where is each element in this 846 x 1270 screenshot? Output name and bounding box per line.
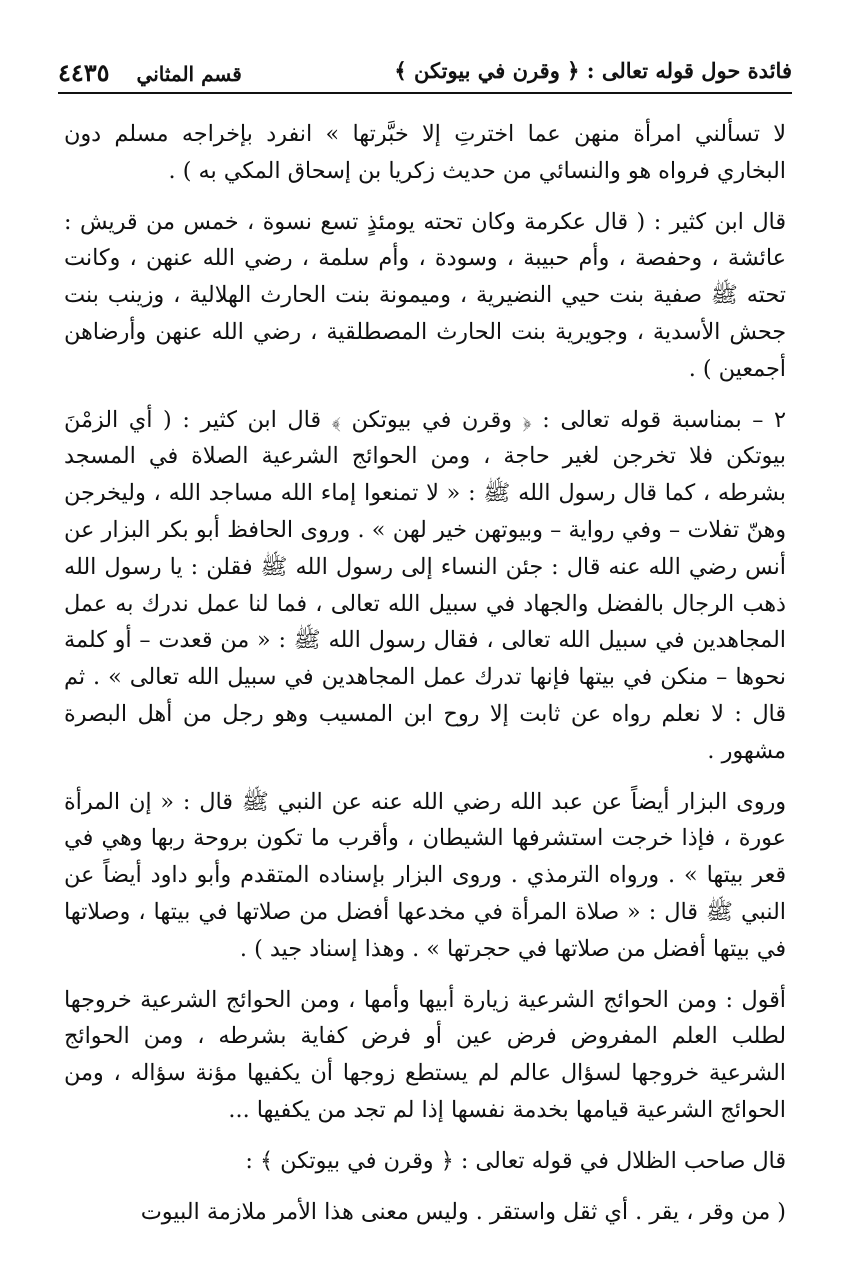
paragraph-5: أقول : ومن الحوائج الشرعية زيارة أبيها وأمها ، ومن الحوائج الشرعية خروجها لطلب العلم المفروض فرض عين أو فرض كفاية بشرطه ، ومن الحوائج الشرعية خروجها لسؤال عالم لم يستطع زوجها أن يكفيها مؤنة سؤاله ، ومن الحوائج الشرعية قيامها بخدمة نفسها إذا لم تجد من يكفيها ...	[64, 986, 786, 1123]
paragraph-7: ( من وقر ، يقر . أي ثقل واستقر . وليس معنى هذا الأمر ملازمة البيوت	[140, 1198, 786, 1225]
paragraph-6: قال صاحب الظلال في قوله تعالى : ﴿ وقرن في بيوتكن ﴾ :	[245, 1147, 786, 1174]
paragraph-gap	[64, 1180, 786, 1194]
paragraph-2: قال ابن كثير : ( قال عكرمة وكان تحته يومئذٍ تسع نسوة ، خمس من قريش : عائشة ، وحفصة ، وأم حبيبة ، وسودة ، وأم سلمة ، رضي الله عنهن ، وكانت تحته ﷺ صفية بنت حيي النضيرية ، وميمونة بنت الحارث الهلالية ، وزينب بنت جحش الأسدية ، وجويرية بنت الحارث المصطلقية ، رضي الله عنهن وأرضاهن أجمعين ) .	[64, 208, 786, 382]
section-name: قسم المثاني	[136, 62, 242, 86]
page-header	[58, 50, 792, 94]
paragraph-3: ٢ – بمناسبة قوله تعالى : ﴿ وقرن في بيوتكن ﴾ قال ابن كثير : ( أي الزمْنَ بيوتكن فلا تخرجن لغير حاجة ، ومن الحوائج الشرعية الصلاة في المسجد بشرطه ، كما قال رسول الله ﷺ : « لا تمنعوا إماء الله مساجد الله ، وليخرجن وهنّ تفلات – وفي رواية – وبيوتهن خير لهن » . وروى الحافظ أبو بكر البزار عن أنس رضي الله عنه قال : جئن النساء إلى رسول الله ﷺ فقلن : يا رسول الله ذهب الرجال بالفضل والجهاد في سبيل الله تعالى ، فما لنا عمل ندرك به عمل المجاهدين في سبيل الله تعالى ، فقال رسول الله ﷺ : « من قعدت – أو كلمة نحوها – منكن في بيتها فإنها تدرك عمل المجاهدين في سبيل الله تعالى » . ثم قال : لا نعلم رواه عن ثابت إلا روح ابن المسيب وهو رجل من أهل البصرة مشهور .	[64, 406, 786, 764]
paragraph-1: لا تسألني امرأة منهن عما اخترتِ إلا خبَّرتها » انفرد بإخراجه مسلم دون البخاري فرواه هو والنسائي من حديث زكريا بن إسحاق المكي به ) .	[64, 121, 786, 184]
header-divider	[58, 92, 792, 94]
paragraph-gap	[64, 968, 786, 982]
paragraph-gap	[64, 1129, 786, 1143]
paragraph-gap	[64, 388, 786, 402]
page-number: ٤٤٣٥	[58, 58, 110, 87]
running-title: فائدة حول قوله تعالى : ﴿ وقرن في بيوتكن ﴾	[394, 58, 792, 83]
paragraph-4: وروى البزار أيضاً عن عبد الله رضي الله عنه عن النبي ﷺ قال : « إن المرأة عورة ، فإذا خرجت استشرفها الشيطان ، وأقرب ما تكون بروحة ربها وهي في قعر بيتها » . ورواه الترمذي . وروى البزار بإسناده المتقدم وأبو داود أيضاً عن النبي ﷺ قال : « صلاة المرأة في مخدعها أفضل من صلاتها في بيتها ، وصلاتها في بيتها أفضل من صلاتها في حجرتها » . وهذا إسناد جيد ) .	[64, 788, 786, 962]
header-meta	[58, 58, 242, 87]
paragraph-gap	[64, 770, 786, 784]
paragraph-gap	[64, 190, 786, 204]
body-text	[64, 116, 786, 1230]
